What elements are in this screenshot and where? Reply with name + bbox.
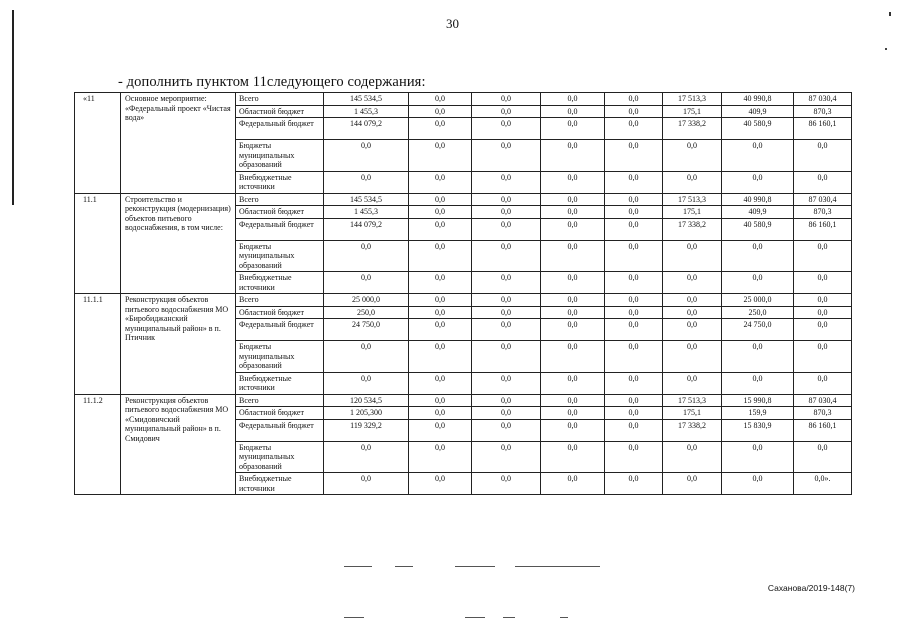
budget-table-body (75, 93, 852, 495)
amount-cell: 0,0 (541, 419, 605, 441)
amount-cell: 144 079,2 (324, 218, 409, 240)
amount-cell: 86 160,1 (794, 419, 852, 441)
budget-table (74, 92, 852, 495)
amount-cell: 0,0 (794, 319, 852, 341)
amount-cell: 0,0 (472, 171, 541, 193)
amount-cell: 0,0 (605, 407, 663, 420)
amount-cell: 0,0 (409, 473, 472, 495)
amount-cell: 145 534,5 (324, 193, 409, 206)
amount-cell: 0,0 (324, 473, 409, 495)
amount-cell: 87 030,4 (794, 394, 852, 407)
amount-cell: 0,0 (472, 341, 541, 373)
amount-cell: 0,0 (541, 218, 605, 240)
amount-cell: 0,0 (605, 306, 663, 319)
amount-cell: 0,0 (409, 441, 472, 473)
amount-cell: 0,0 (541, 206, 605, 219)
amount-cell: 0,0 (472, 407, 541, 420)
amount-cell: 0,0 (541, 372, 605, 394)
amount-cell: 0,0 (605, 218, 663, 240)
amount-cell: 0,0 (409, 341, 472, 373)
amount-cell: 0,0 (605, 473, 663, 495)
amount-cell: 0,0 (409, 105, 472, 118)
intro-text: - дополнить пунктом 11следующего содержания: (118, 74, 426, 90)
amount-cell: 0,0 (794, 272, 852, 294)
amount-cell: 0,0 (324, 171, 409, 193)
funding-source: Областной бюджет (236, 306, 324, 319)
amount-cell: 0,0 (663, 171, 722, 193)
amount-cell: 0,0 (605, 105, 663, 118)
amount-cell: 0,0 (409, 272, 472, 294)
table-row (75, 193, 852, 206)
funding-source: Всего (236, 294, 324, 307)
amount-cell: 0,0 (663, 441, 722, 473)
funding-source: Областной бюджет (236, 105, 324, 118)
amount-cell: 870,3 (794, 206, 852, 219)
funding-source: Федеральный бюджет (236, 118, 324, 140)
amount-cell: 0,0 (409, 140, 472, 172)
amount-cell: 0,0 (794, 341, 852, 373)
amount-cell: 0,0 (605, 441, 663, 473)
amount-cell: 0,0 (472, 372, 541, 394)
amount-cell: 17 513,3 (663, 193, 722, 206)
table-row (75, 294, 852, 307)
funding-source: Федеральный бюджет (236, 319, 324, 341)
amount-cell: 40 580,9 (722, 218, 794, 240)
amount-cell: 0,0 (541, 240, 605, 272)
amount-cell: 0,0 (472, 441, 541, 473)
amount-cell: 0,0 (409, 118, 472, 140)
amount-cell: 0,0 (472, 118, 541, 140)
amount-cell: 0,0 (605, 193, 663, 206)
amount-cell: 0,0 (541, 306, 605, 319)
amount-cell: 0,0 (409, 93, 472, 106)
amount-cell: 1 455,3 (324, 105, 409, 118)
amount-cell: 0,0 (794, 294, 852, 307)
amount-cell: 0,0 (541, 118, 605, 140)
amount-cell: 0,0 (409, 171, 472, 193)
amount-cell: 0,0 (794, 441, 852, 473)
amount-cell: 24 750,0 (722, 319, 794, 341)
amount-cell: 0,0 (605, 240, 663, 272)
amount-cell: 0,0 (541, 140, 605, 172)
amount-cell: 0,0 (663, 341, 722, 373)
amount-cell: 0,0 (541, 193, 605, 206)
amount-cell: 0,0 (324, 240, 409, 272)
amount-cell: 15 990,8 (722, 394, 794, 407)
table-row (75, 394, 852, 407)
item-code: 11.1 (75, 193, 121, 294)
scan-speck (885, 48, 887, 50)
amount-cell: 0,0 (663, 372, 722, 394)
funding-source: Федеральный бюджет (236, 218, 324, 240)
amount-cell: 175,1 (663, 407, 722, 420)
amount-cell: 409,9 (722, 206, 794, 219)
amount-cell: 409,9 (722, 105, 794, 118)
amount-cell: 159,9 (722, 407, 794, 420)
amount-cell: 250,0 (722, 306, 794, 319)
amount-cell: 17 338,2 (663, 218, 722, 240)
amount-cell: 0,0 (541, 394, 605, 407)
amount-cell: 0,0 (605, 372, 663, 394)
amount-cell: 250,0 (324, 306, 409, 319)
amount-cell: 0,0 (409, 372, 472, 394)
amount-cell: 0,0 (722, 171, 794, 193)
amount-cell: 0,0 (605, 93, 663, 106)
amount-cell: 0,0 (663, 319, 722, 341)
amount-cell: 0,0 (472, 272, 541, 294)
budget-table-container (74, 92, 851, 495)
amount-cell: 0,0 (541, 105, 605, 118)
amount-cell: 0,0 (541, 319, 605, 341)
scan-artifact-line (344, 617, 364, 618)
page-number: 30 (446, 16, 459, 31)
amount-cell: 0,0 (605, 140, 663, 172)
amount-cell: 40 990,8 (722, 93, 794, 106)
item-name: Строительство и реконструкция (модернизация) объектов питьевого водоснабжения, в том числе: (121, 193, 236, 294)
amount-cell: 0,0 (663, 294, 722, 307)
amount-cell: 0,0 (605, 394, 663, 407)
funding-source: Внебюджетные источники (236, 473, 324, 495)
amount-cell: 0,0 (324, 272, 409, 294)
amount-cell: 0,0 (472, 419, 541, 441)
amount-cell: 0,0 (663, 473, 722, 495)
amount-cell: 1 455,3 (324, 206, 409, 219)
scan-artifact-line (455, 566, 495, 567)
amount-cell: 0,0 (409, 218, 472, 240)
amount-cell: 0,0 (605, 118, 663, 140)
amount-cell: 15 830,9 (722, 419, 794, 441)
amount-cell: 175,1 (663, 105, 722, 118)
amount-cell: 0,0 (722, 341, 794, 373)
amount-cell: 40 990,8 (722, 193, 794, 206)
amount-cell: 0,0 (409, 419, 472, 441)
amount-cell: 87 030,4 (794, 193, 852, 206)
amount-cell: 0,0 (722, 372, 794, 394)
scan-artifact-line (395, 566, 413, 567)
funding-source: Всего (236, 394, 324, 407)
amount-cell: 0,0 (722, 140, 794, 172)
scan-margin-line (12, 10, 14, 205)
table-row (75, 93, 852, 106)
amount-cell: 0,0 (794, 171, 852, 193)
amount-cell: 0,0 (472, 294, 541, 307)
amount-cell: 0,0 (324, 441, 409, 473)
amount-cell: 0,0 (794, 372, 852, 394)
amount-cell: 0,0 (472, 105, 541, 118)
amount-cell: 0,0 (409, 193, 472, 206)
funding-source: Бюджеты муниципальных образований (236, 140, 324, 172)
scan-artifact-line (560, 617, 568, 618)
amount-cell: 870,3 (794, 407, 852, 420)
item-code: 11.1.2 (75, 394, 121, 495)
amount-cell: 0,0 (472, 193, 541, 206)
amount-cell: 0,0 (722, 272, 794, 294)
amount-cell: 0,0 (541, 93, 605, 106)
item-name: Реконструкция объектов питьевого водоснабжения МО «Биробиджанский муниципальный район» в п. Птичник (121, 294, 236, 395)
amount-cell: 144 079,2 (324, 118, 409, 140)
amount-cell: 0,0 (409, 306, 472, 319)
amount-cell: 0,0 (663, 140, 722, 172)
amount-cell: 0,0 (409, 407, 472, 420)
funding-source: Бюджеты муниципальных образований (236, 441, 324, 473)
amount-cell: 0,0 (409, 319, 472, 341)
amount-cell: 0,0 (324, 140, 409, 172)
funding-source: Всего (236, 193, 324, 206)
amount-cell: 0,0 (541, 171, 605, 193)
funding-source: Бюджеты муниципальных образований (236, 240, 324, 272)
amount-cell: 0,0 (541, 294, 605, 307)
item-name: Основное мероприятие: «Федеральный проект «Чистая вода» (121, 93, 236, 194)
amount-cell: 17 513,3 (663, 394, 722, 407)
amount-cell: 0,0 (605, 171, 663, 193)
funding-source: Областной бюджет (236, 407, 324, 420)
amount-cell: 0,0 (541, 341, 605, 373)
amount-cell: 86 160,1 (794, 218, 852, 240)
amount-cell: 24 750,0 (324, 319, 409, 341)
amount-cell: 0,0 (409, 206, 472, 219)
amount-cell: 86 160,1 (794, 118, 852, 140)
amount-cell: 0,0 (663, 272, 722, 294)
amount-cell: 0,0 (472, 306, 541, 319)
amount-cell: 0,0». (794, 473, 852, 495)
amount-cell: 119 329,2 (324, 419, 409, 441)
amount-cell: 0,0 (472, 473, 541, 495)
amount-cell: 0,0 (663, 306, 722, 319)
amount-cell: 0,0 (541, 473, 605, 495)
amount-cell: 175,1 (663, 206, 722, 219)
funding-source: Внебюджетные источники (236, 171, 324, 193)
amount-cell: 0,0 (472, 319, 541, 341)
amount-cell: 870,3 (794, 105, 852, 118)
funding-source: Областной бюджет (236, 206, 324, 219)
amount-cell: 0,0 (472, 140, 541, 172)
funding-source: Внебюджетные источники (236, 372, 324, 394)
amount-cell: 17 338,2 (663, 419, 722, 441)
amount-cell: 0,0 (722, 441, 794, 473)
amount-cell: 0,0 (663, 240, 722, 272)
funding-source: Внебюджетные источники (236, 272, 324, 294)
scan-artifact-line (344, 566, 372, 567)
item-name: Реконструкция объектов питьевого водоснабжения МО «Смидовичский муниципальный район» в п. Смидович (121, 394, 236, 495)
amount-cell: 0,0 (605, 419, 663, 441)
amount-cell: 0,0 (409, 294, 472, 307)
amount-cell: 0,0 (605, 272, 663, 294)
amount-cell: 17 338,2 (663, 118, 722, 140)
item-code: «11 (75, 93, 121, 194)
amount-cell: 0,0 (472, 240, 541, 272)
scan-artifact-line (503, 617, 515, 618)
document-code: Саханова/2019-148(7) (767, 583, 855, 593)
amount-cell: 0,0 (794, 140, 852, 172)
amount-cell: 0,0 (409, 394, 472, 407)
amount-cell: 145 534,5 (324, 93, 409, 106)
funding-source: Бюджеты муниципальных образований (236, 341, 324, 373)
amount-cell: 0,0 (324, 341, 409, 373)
amount-cell: 1 205,300 (324, 407, 409, 420)
funding-source: Федеральный бюджет (236, 419, 324, 441)
amount-cell: 0,0 (409, 240, 472, 272)
amount-cell: 0,0 (794, 306, 852, 319)
amount-cell: 0,0 (722, 473, 794, 495)
amount-cell: 0,0 (794, 240, 852, 272)
item-code: 11.1.1 (75, 294, 121, 395)
amount-cell: 0,0 (541, 407, 605, 420)
amount-cell: 0,0 (605, 319, 663, 341)
amount-cell: 120 534,5 (324, 394, 409, 407)
amount-cell: 0,0 (605, 206, 663, 219)
amount-cell: 25 000,0 (722, 294, 794, 307)
amount-cell: 0,0 (472, 206, 541, 219)
funding-source: Всего (236, 93, 324, 106)
scan-artifact-line (465, 617, 485, 618)
amount-cell: 0,0 (722, 240, 794, 272)
amount-cell: 0,0 (541, 272, 605, 294)
amount-cell: 25 000,0 (324, 294, 409, 307)
amount-cell: 0,0 (472, 218, 541, 240)
amount-cell: 0,0 (472, 394, 541, 407)
amount-cell: 87 030,4 (794, 93, 852, 106)
amount-cell: 40 580,9 (722, 118, 794, 140)
amount-cell: 0,0 (605, 294, 663, 307)
scan-artifact-line (515, 566, 600, 567)
amount-cell: 0,0 (541, 441, 605, 473)
amount-cell: 0,0 (324, 372, 409, 394)
amount-cell: 0,0 (605, 341, 663, 373)
amount-cell: 0,0 (472, 93, 541, 106)
amount-cell: 17 513,3 (663, 93, 722, 106)
